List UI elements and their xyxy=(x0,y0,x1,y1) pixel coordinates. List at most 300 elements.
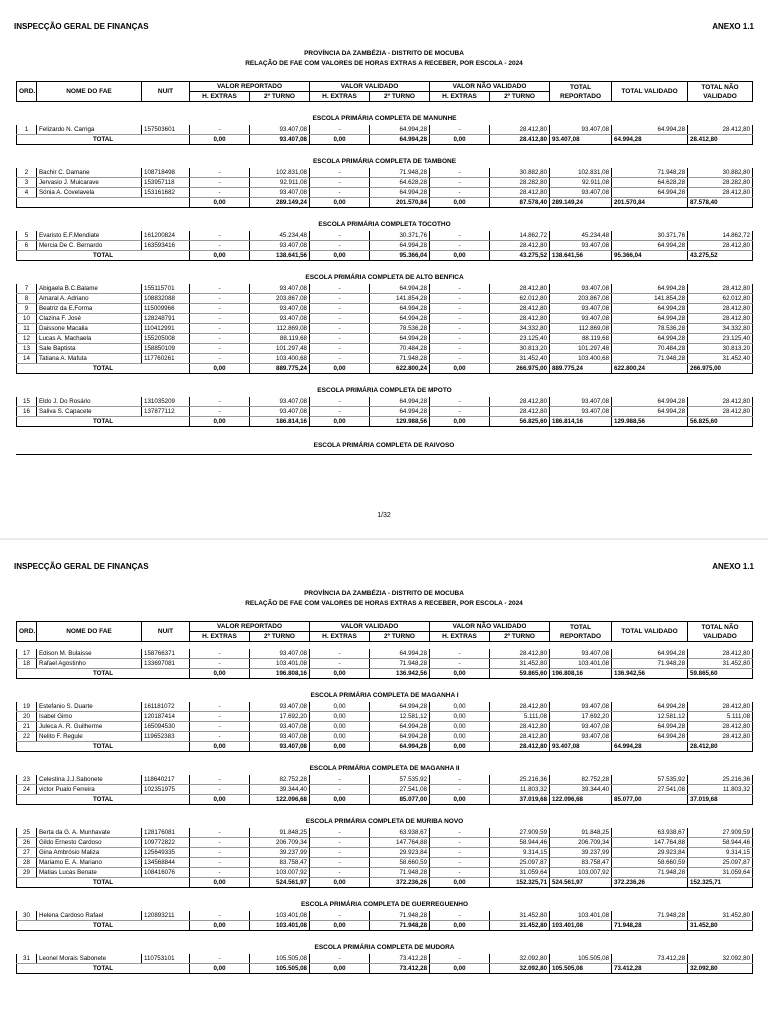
table-cell: 28.412,80 xyxy=(490,722,550,732)
total-cell: 93.407,08 xyxy=(550,135,612,145)
total-cell: 196.808,16 xyxy=(250,669,310,679)
table-cell: 93.407,08 xyxy=(250,407,310,417)
table-cell: 0,00 xyxy=(430,732,490,742)
table-cell: - xyxy=(190,178,250,188)
table-row xyxy=(17,241,753,251)
table-cell: 30 xyxy=(17,911,37,921)
table-cell: 0,00 xyxy=(430,722,490,732)
total-cell: 0,00 xyxy=(430,921,490,931)
table-cell: 128248791 xyxy=(142,314,190,324)
table-cell: 109772822 xyxy=(142,838,190,848)
table-cell: - xyxy=(310,354,370,364)
table-cell: 25.216,36 xyxy=(490,775,550,785)
table-cell: Bachir C. Damane xyxy=(37,168,142,178)
total-cell: 0,00 xyxy=(190,669,250,679)
table-cell: - xyxy=(190,304,250,314)
total-cell: 28.412,80 xyxy=(490,135,550,145)
table-cell: - xyxy=(190,828,250,838)
table-cell: 64.994,28 xyxy=(370,334,430,344)
total-cell: 136.942,56 xyxy=(612,669,688,679)
total-cell: 95.366,04 xyxy=(612,251,688,261)
table-cell: 163593416 xyxy=(142,241,190,251)
total-cell: 105.505,08 xyxy=(250,964,310,974)
table-cell: 93.407,08 xyxy=(550,722,612,732)
header-line: REPORTADO xyxy=(560,632,602,640)
table-cell: 64.994,28 xyxy=(612,732,688,742)
total-cell: 186.814,16 xyxy=(550,417,612,427)
table-cell: 71.948,28 xyxy=(370,354,430,364)
table-cell: 31.452,80 xyxy=(490,659,550,669)
table-row xyxy=(17,775,753,785)
table-cell: Matias Lucas Benate xyxy=(37,868,142,878)
table-row xyxy=(17,649,753,659)
table-cell: Jervasio J. Muicarave xyxy=(37,178,142,188)
column-header-reported: VALOR REPORTADO xyxy=(190,622,310,632)
total-cell: 889.775,24 xyxy=(550,364,612,374)
table-cell: 118640217 xyxy=(142,775,190,785)
table-cell: - xyxy=(430,324,490,334)
table-cell: 92.911,08 xyxy=(550,178,612,188)
table-cell: 82.752,28 xyxy=(550,775,612,785)
table-cell: 62.012,80 xyxy=(688,294,753,304)
table-cell: - xyxy=(310,775,370,785)
table-cell: 155115701 xyxy=(142,284,190,294)
subheader-second-shift: 2º TURNO xyxy=(250,632,310,642)
table-cell: 108718498 xyxy=(142,168,190,178)
table-cell: 147.764,88 xyxy=(370,838,430,848)
total-cell: 87.578,40 xyxy=(490,198,550,208)
fae-overtime-table xyxy=(16,81,753,427)
total-cell: 93.407,08 xyxy=(250,742,310,752)
total-cell: 0,00 xyxy=(310,135,370,145)
table-row xyxy=(17,334,753,344)
total-label: TOTAL xyxy=(17,135,190,145)
total-cell: 289.149,24 xyxy=(550,198,612,208)
table-cell: 91.848,25 xyxy=(550,828,612,838)
total-cell: 31.452,80 xyxy=(688,921,753,931)
table-cell: 82.752,28 xyxy=(250,775,310,785)
total-label: TOTAL xyxy=(17,364,190,374)
column-header-total-reported xyxy=(550,82,612,102)
table-cell: 161181072 xyxy=(142,702,190,712)
table-cell: - xyxy=(430,954,490,964)
table-cell: - xyxy=(310,324,370,334)
table-cell: - xyxy=(310,858,370,868)
table-cell: Rafael Agostinho xyxy=(37,659,142,669)
table-cell: 103.007,92 xyxy=(250,868,310,878)
table-cell: 25.097,87 xyxy=(688,858,753,868)
table-cell: 6 xyxy=(17,241,37,251)
table-cell: 31.452,40 xyxy=(688,354,753,364)
table-cell: 64.994,28 xyxy=(612,407,688,417)
table-cell: 141.854,28 xyxy=(612,294,688,304)
subheader-overtime: H. EXTRAS xyxy=(190,92,250,102)
table-cell: 28.412,80 xyxy=(688,188,753,198)
table-cell: 128176081 xyxy=(142,828,190,838)
table-cell: Tatiana A. Mafuta xyxy=(37,354,142,364)
table-cell: Felizardo N. Carriga xyxy=(37,125,142,135)
subheader-overtime: H. EXTRAS xyxy=(310,632,370,642)
table-cell: 39.344,40 xyxy=(550,785,612,795)
total-row xyxy=(17,417,753,427)
table-cell: 92.911,08 xyxy=(250,178,310,188)
table-cell: 64.994,28 xyxy=(370,407,430,417)
total-cell: 0,00 xyxy=(190,742,250,752)
header-line: TOTAL NÃO xyxy=(701,623,739,631)
table-cell: 31 xyxy=(17,954,37,964)
table-cell: - xyxy=(430,354,490,364)
table-cell: Evaristo E.F.Mendiate xyxy=(37,231,142,241)
table-cell: 64.994,28 xyxy=(612,314,688,324)
total-cell: 73.412,28 xyxy=(370,964,430,974)
table-cell: - xyxy=(310,188,370,198)
table-cell: 28.412,80 xyxy=(490,188,550,198)
table-cell: 63.938,67 xyxy=(370,828,430,838)
table-cell: - xyxy=(190,397,250,407)
table-cell: - xyxy=(190,659,250,669)
table-cell: - xyxy=(190,702,250,712)
table-cell: Amaral A. Adriano xyxy=(37,294,142,304)
table-cell: 91.848,25 xyxy=(250,828,310,838)
table-cell: 93.407,08 xyxy=(550,188,612,198)
total-cell: 0,00 xyxy=(430,135,490,145)
table-cell: 64.994,28 xyxy=(370,284,430,294)
table-cell: 34.332,80 xyxy=(688,324,753,334)
table-cell: 7 xyxy=(17,284,37,294)
table-cell: 105.505,08 xyxy=(550,954,612,964)
table-cell: 28.412,80 xyxy=(688,732,753,742)
column-header-name: NOME DO FAE xyxy=(37,622,142,642)
table-cell: - xyxy=(430,125,490,135)
table-cell: 14.862,72 xyxy=(688,231,753,241)
table-cell: 64.994,28 xyxy=(612,334,688,344)
table-cell: 83.758,47 xyxy=(250,858,310,868)
total-row xyxy=(17,364,753,374)
table-cell: 103.400,68 xyxy=(250,354,310,364)
table-cell: 88.119,68 xyxy=(250,334,310,344)
table-cell: 64.994,28 xyxy=(370,188,430,198)
table-cell: 12.581,12 xyxy=(612,712,688,722)
total-cell: 0,00 xyxy=(310,198,370,208)
table-cell: - xyxy=(190,284,250,294)
header-line: VALIDADO xyxy=(703,632,737,640)
annex-label: ANEXO 1.1 xyxy=(712,562,754,571)
table-cell: 28.282,80 xyxy=(490,178,550,188)
total-cell: 524.561,97 xyxy=(250,878,310,888)
column-header-total-validated: TOTAL VALIDADO xyxy=(612,622,688,642)
table-cell: Helena Cardoso Rafael xyxy=(37,911,142,921)
total-cell: 0,00 xyxy=(190,364,250,374)
table-cell: 93.407,08 xyxy=(250,284,310,294)
total-cell: 0,00 xyxy=(190,921,250,931)
table-cell: 58.660,59 xyxy=(370,858,430,868)
table-cell: 71.948,28 xyxy=(612,354,688,364)
table-cell: 0,00 xyxy=(430,702,490,712)
total-cell: 266.975,00 xyxy=(688,364,753,374)
header-line: REPORTADO xyxy=(560,92,602,100)
table-cell: 105.505,08 xyxy=(250,954,310,964)
table-cell: 28.412,80 xyxy=(490,304,550,314)
table-cell: 103.401,08 xyxy=(550,659,612,669)
subheader-second-shift: 2º TURNO xyxy=(490,632,550,642)
table-cell: - xyxy=(430,397,490,407)
school-name: ESCOLA PRIMÁRIA COMPLETA DE MANUNHE xyxy=(312,114,457,122)
table-row xyxy=(17,848,753,858)
total-cell: 37.019,68 xyxy=(490,795,550,805)
table-cell: 39.344,40 xyxy=(250,785,310,795)
table-cell: - xyxy=(310,344,370,354)
table-cell: 141.854,28 xyxy=(370,294,430,304)
header-line: TOTAL NÃO xyxy=(701,83,739,91)
table-cell: - xyxy=(310,125,370,135)
table-cell: 28.412,80 xyxy=(688,649,753,659)
table-cell: Juleca A. R. Guilherme xyxy=(37,722,142,732)
table-cell: 112.869,08 xyxy=(250,324,310,334)
total-cell: 56.825,60 xyxy=(688,417,753,427)
table-cell: 120893211 xyxy=(142,911,190,921)
subheader-overtime: H. EXTRAS xyxy=(190,632,250,642)
table-cell: 27 xyxy=(17,848,37,858)
total-label: TOTAL xyxy=(17,417,190,427)
table-cell: 71.948,28 xyxy=(370,168,430,178)
table-cell: Sónia A. Covelavela xyxy=(37,188,142,198)
total-cell: 64.994,28 xyxy=(370,135,430,145)
table-cell: 71.948,28 xyxy=(370,659,430,669)
total-cell: 0,00 xyxy=(310,251,370,261)
table-cell: - xyxy=(310,868,370,878)
table-cell: 117760261 xyxy=(142,354,190,364)
table-cell: 64.994,28 xyxy=(370,125,430,135)
table-cell: 71.948,28 xyxy=(612,868,688,878)
table-cell: 31.452,80 xyxy=(490,911,550,921)
table-cell: 93.407,08 xyxy=(250,702,310,712)
organization-name: INSPECÇÃO GERAL DE FINANÇAS xyxy=(14,562,149,571)
table-cell: 17 xyxy=(17,649,37,659)
table-cell: 9.314,15 xyxy=(490,848,550,858)
total-cell: 43.275,52 xyxy=(490,251,550,261)
table-row xyxy=(17,284,753,294)
column-header-reported: VALOR REPORTADO xyxy=(190,82,310,92)
table-cell: 93.407,08 xyxy=(550,407,612,417)
total-cell: 0,00 xyxy=(430,878,490,888)
column-header-nuit: NUIT xyxy=(142,622,190,642)
table-cell: 30.371,76 xyxy=(370,231,430,241)
table-cell: 78.536,28 xyxy=(370,324,430,334)
column-header-ord: ORD. xyxy=(17,82,37,102)
table-cell: 23 xyxy=(17,775,37,785)
total-cell: 122.096,68 xyxy=(550,795,612,805)
table-row xyxy=(17,231,753,241)
total-cell: 0,00 xyxy=(430,417,490,427)
table-cell: 31.452,80 xyxy=(688,911,753,921)
table-cell: 0,00 xyxy=(310,702,370,712)
table-cell: 28.412,80 xyxy=(688,304,753,314)
table-cell: Berta da G. A. Munhavate xyxy=(37,828,142,838)
school-name: ESCOLA PRIMÁRIA COMPLETA DE ALTO BENFICA xyxy=(305,273,464,281)
table-row xyxy=(17,314,753,324)
table-cell: 158766371 xyxy=(142,649,190,659)
total-cell: 73.412,28 xyxy=(612,964,688,974)
total-cell: 0,00 xyxy=(190,135,250,145)
report-table-area xyxy=(16,81,752,455)
page-end-rule xyxy=(16,454,752,455)
table-cell: 9.314,15 xyxy=(688,848,753,858)
table-cell: 64.994,28 xyxy=(612,188,688,198)
table-cell: 115009966 xyxy=(142,304,190,314)
table-cell: Lucas A. Machaela xyxy=(37,334,142,344)
subheader-overtime: H. EXTRAS xyxy=(430,632,490,642)
table-cell: 5.111,08 xyxy=(688,712,753,722)
table-cell: 5.111,08 xyxy=(490,712,550,722)
total-cell: 28.412,80 xyxy=(688,742,753,752)
table-row xyxy=(17,125,753,135)
table-cell: 93.407,08 xyxy=(250,125,310,135)
table-row xyxy=(17,858,753,868)
table-cell: 93.407,08 xyxy=(550,125,612,135)
column-header-not-validated: VALOR NÃO VALIDADO xyxy=(430,622,550,632)
table-cell: - xyxy=(190,712,250,722)
table-cell: - xyxy=(430,649,490,659)
table-cell: - xyxy=(190,314,250,324)
total-cell: 372.236,26 xyxy=(612,878,688,888)
total-cell: 0,00 xyxy=(310,364,370,374)
table-cell: - xyxy=(190,722,250,732)
column-header-total-reported xyxy=(550,622,612,642)
total-cell: 0,00 xyxy=(190,795,250,805)
table-cell: 3 xyxy=(17,178,37,188)
school-name: ESCOLA PRIMÁRIA COMPLETA DE TAMBONE xyxy=(312,157,457,165)
table-cell: - xyxy=(310,848,370,858)
table-cell: 119652383 xyxy=(142,732,190,742)
table-cell: - xyxy=(190,649,250,659)
table-cell: 28.412,80 xyxy=(688,284,753,294)
table-cell: 2 xyxy=(17,168,37,178)
table-cell: Saliva S. Capacete xyxy=(37,407,142,417)
school-name: ESCOLA PRIMÁRIA COMPLETA DE RAIVOSO xyxy=(313,442,455,449)
total-cell: 289.149,24 xyxy=(250,198,310,208)
total-cell: 105.505,08 xyxy=(550,964,612,974)
total-row xyxy=(17,921,753,931)
table-cell: 64.628,28 xyxy=(370,178,430,188)
table-row xyxy=(17,354,753,364)
table-cell: 78.536,28 xyxy=(612,324,688,334)
total-cell: 59.865,60 xyxy=(688,669,753,679)
table-cell: 45.234,48 xyxy=(550,231,612,241)
table-cell: 5 xyxy=(17,231,37,241)
total-cell: 31.452,80 xyxy=(490,921,550,931)
table-cell: 71.948,28 xyxy=(612,659,688,669)
table-cell: - xyxy=(430,294,490,304)
total-cell: 122.096,68 xyxy=(250,795,310,805)
table-cell: 64.994,28 xyxy=(612,702,688,712)
table-cell: - xyxy=(310,294,370,304)
table-cell: 28.412,80 xyxy=(688,722,753,732)
table-cell: 110753101 xyxy=(142,954,190,964)
table-cell: - xyxy=(430,775,490,785)
table-cell: - xyxy=(190,125,250,135)
table-cell: victor Pualo Ferreira xyxy=(37,785,142,795)
table-row xyxy=(17,868,753,878)
table-cell: 71.948,28 xyxy=(370,911,430,921)
table-cell: 17.692,20 xyxy=(250,712,310,722)
total-cell: 0,00 xyxy=(190,878,250,888)
total-label: TOTAL xyxy=(17,878,190,888)
table-cell: 9 xyxy=(17,304,37,314)
table-cell: 93.407,08 xyxy=(550,702,612,712)
column-header-ord: ORD. xyxy=(17,622,37,642)
table-cell: 153161682 xyxy=(142,188,190,198)
table-cell: - xyxy=(190,334,250,344)
table-cell: 93.407,08 xyxy=(250,188,310,198)
table-cell: Isabel Gimo xyxy=(37,712,142,722)
table-cell: 73.412,28 xyxy=(612,954,688,964)
school-name: ESCOLA PRIMÁRIA COMPLETA DE MUDORA xyxy=(314,943,455,951)
table-cell: 23.125,40 xyxy=(490,334,550,344)
total-cell: 0,00 xyxy=(430,669,490,679)
table-cell: - xyxy=(310,334,370,344)
table-row xyxy=(17,178,753,188)
table-cell: 14 xyxy=(17,354,37,364)
total-cell: 64.994,28 xyxy=(612,742,688,752)
table-cell: Estefanio S. Duarte xyxy=(37,702,142,712)
table-cell: - xyxy=(430,785,490,795)
table-cell: 102.831,08 xyxy=(250,168,310,178)
table-cell: 30.813,20 xyxy=(688,344,753,354)
table-cell: 31.059,64 xyxy=(688,868,753,878)
total-cell: 85.077,00 xyxy=(612,795,688,805)
table-cell: - xyxy=(430,241,490,251)
column-header-total-not-validated xyxy=(688,622,753,642)
total-label: TOTAL xyxy=(17,742,190,752)
table-cell: 31.452,40 xyxy=(490,354,550,364)
subheader-second-shift: 2º TURNO xyxy=(490,92,550,102)
table-cell: 27.909,59 xyxy=(688,828,753,838)
total-cell: 201.570,84 xyxy=(370,198,430,208)
total-cell: 129.988,56 xyxy=(370,417,430,427)
fae-overtime-table xyxy=(16,621,753,974)
total-cell: 889.775,24 xyxy=(250,364,310,374)
total-cell: 201.570,84 xyxy=(612,198,688,208)
table-cell: - xyxy=(310,231,370,241)
total-cell: 64.994,28 xyxy=(370,742,430,752)
column-header-validated: VALOR VALIDADO xyxy=(310,82,430,92)
table-cell: 134568844 xyxy=(142,858,190,868)
table-cell: 206.709,34 xyxy=(550,838,612,848)
table-cell: 93.407,08 xyxy=(250,314,310,324)
table-cell: - xyxy=(190,785,250,795)
table-cell: - xyxy=(310,407,370,417)
table-cell: - xyxy=(310,241,370,251)
table-cell: Leonel Morais Sabonete xyxy=(37,954,142,964)
table-cell: 27.541,08 xyxy=(370,785,430,795)
table-row xyxy=(17,702,753,712)
table-cell: 57.535,92 xyxy=(612,775,688,785)
table-cell: 10 xyxy=(17,314,37,324)
table-row xyxy=(17,722,753,732)
table-cell: Eldo J. Do Rosário xyxy=(37,397,142,407)
table-cell: - xyxy=(430,911,490,921)
table-cell: 0,00 xyxy=(310,732,370,742)
column-header-total-validated: TOTAL VALIDADO xyxy=(612,82,688,102)
total-cell: 622.800,24 xyxy=(370,364,430,374)
table-cell: 93.407,08 xyxy=(550,284,612,294)
table-cell: 28.412,80 xyxy=(490,397,550,407)
table-cell: - xyxy=(310,397,370,407)
total-cell: 0,00 xyxy=(310,795,370,805)
total-row xyxy=(17,795,753,805)
table-cell: 71.948,28 xyxy=(370,868,430,878)
school-name: ESCOLA PRIMÁRIA COMPLETA DE MPOTO xyxy=(317,386,452,394)
